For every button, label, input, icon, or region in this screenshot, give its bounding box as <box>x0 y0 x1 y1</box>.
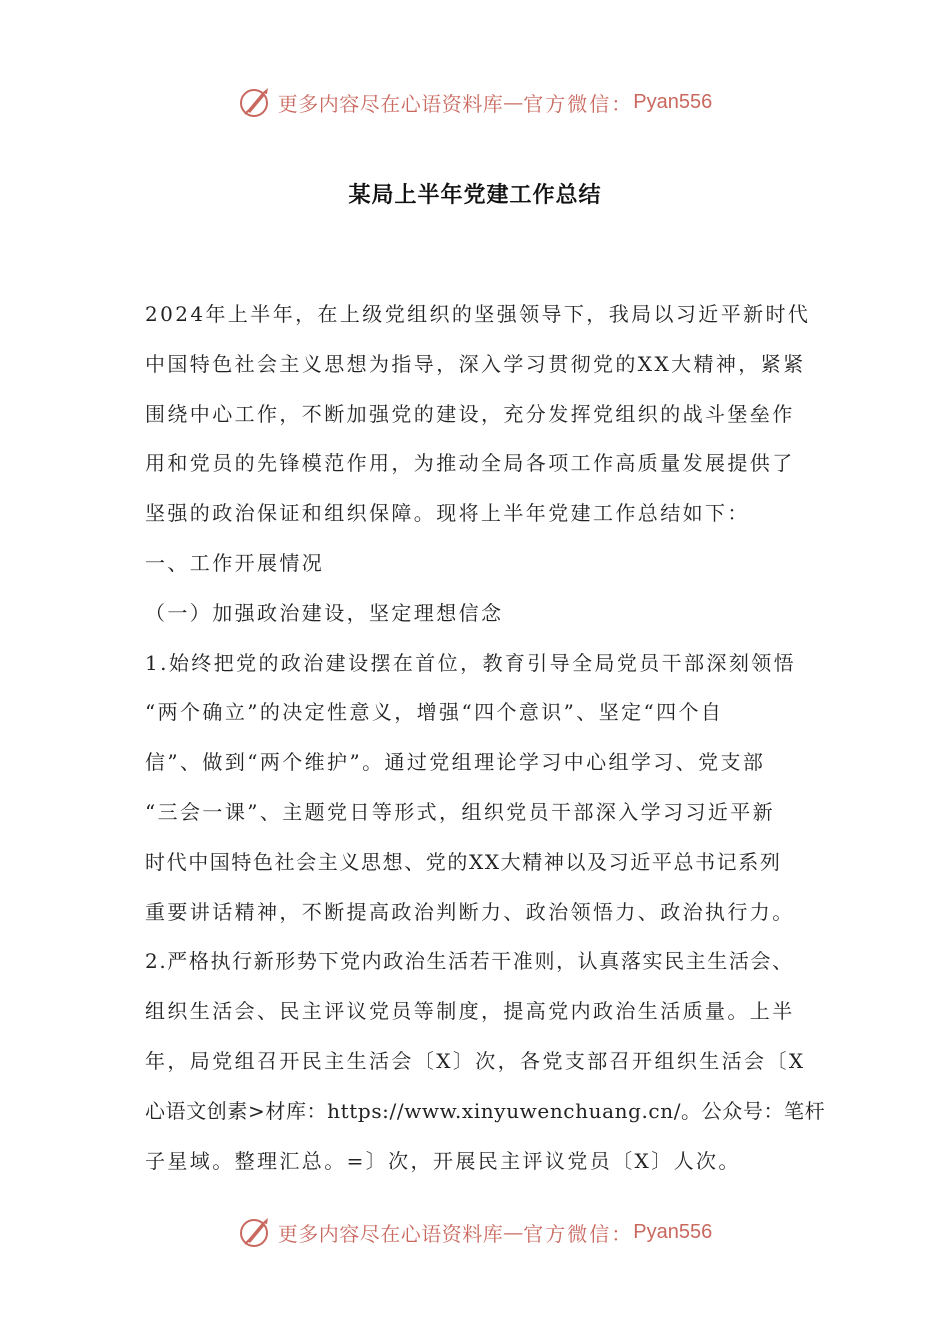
official-wechat-label: 官方微信： <box>523 91 634 116</box>
body-line: 时代中国特色社会主义思想、党的XX大精神以及习近平总书记系列 <box>145 849 782 874</box>
body-line: 用和党员的先锋模范作用，为推动全局各项工作高质量发展提供了 <box>145 451 795 476</box>
official-wechat-label: 官方微信： <box>523 1221 634 1246</box>
body-line: 重要讲话精神，不断提高政治判断力、政治领悟力、政治执行力。 <box>145 899 795 924</box>
body-line: 1.始终把党的政治建设摆在首位，教育引导全局党员干部深刻领悟 <box>145 650 797 675</box>
document-title: 某局上半年党建工作总结 <box>348 182 602 208</box>
wechat-id: Pyan556 <box>633 90 713 113</box>
body-line: 中国特色社会主义思想为指导，深入学习贯彻党的XX大精神，紧紧 <box>145 351 806 376</box>
body-line: 组织生活会、民主评议党员等制度，提高党内政治生活质量。上半 <box>145 999 795 1024</box>
brand-text: 更多内容尽在心语资料库 <box>277 91 504 116</box>
subsection-heading: （一）加强政治建设，坚定理想信念 <box>145 600 504 625</box>
header-watermark-banner <box>0 82 950 122</box>
section-heading: 一、工作开展情况 <box>145 550 325 575</box>
quill-pen-circle-icon <box>238 1215 272 1249</box>
body-line: 围绕中心工作，不断加强党的建设，充分发挥党组织的战斗堡垒作 <box>145 401 795 426</box>
body-line: 2024年上半年，在上级党组织的坚强领导下，我局以习近平新时代 <box>145 302 811 326</box>
banner-dash: — <box>503 90 524 114</box>
document-body <box>145 290 825 1186</box>
body-line: 2.严格执行新形势下党内政治生活若干准则，认真落实民主生活会、 <box>145 949 794 974</box>
body-line: 子星域。整理汇总。=〕次，开展民主评议党员〔X〕人次。 <box>145 1148 741 1173</box>
body-line: “两个确立”的决定性意义，增强“四个意识”、坚定“四个自 <box>145 700 724 725</box>
banner-dash: — <box>503 1220 524 1244</box>
wechat-id: Pyan556 <box>633 1220 713 1243</box>
body-line-with-link: 心语文创素>材库：https://www.xinyuwenchuang.cn/。公众号：笔杆 <box>145 1098 826 1123</box>
body-line: 年，局党组召开民主生活会〔X〕次，各党支部召开组织生活会〔X <box>145 1048 806 1073</box>
body-line: 信”、做到“两个维护”。通过党组理论学习中心组学习、党支部 <box>145 750 766 775</box>
footer-watermark-banner <box>0 1212 950 1252</box>
body-line: “三会一课”、主题党日等形式，组织党员干部深入学习习近平新 <box>145 799 776 824</box>
brand-text: 更多内容尽在心语资料库 <box>277 1221 504 1246</box>
body-line: 坚强的政治保证和组织保障。现将上半年党建工作总结如下： <box>145 501 750 526</box>
quill-pen-circle-icon <box>238 85 272 119</box>
